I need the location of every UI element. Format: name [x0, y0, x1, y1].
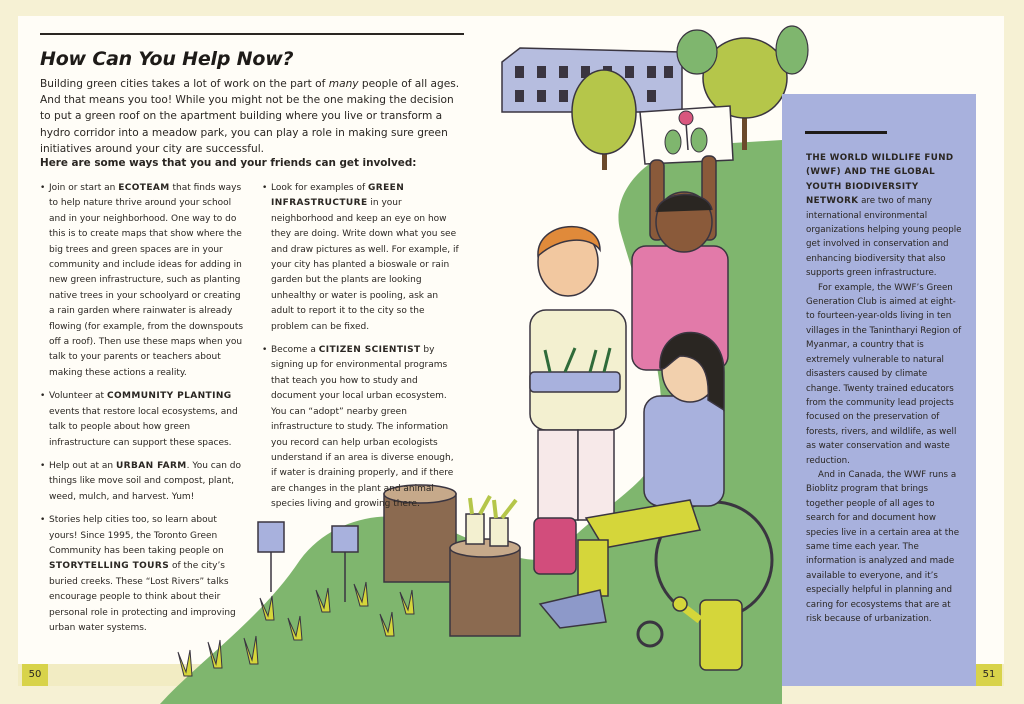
sidebar-heading: THE WORLD WILDLIFE FUND (WWF) AND THE GLOBAL YOUTH BIODIVERSITY NETWORK [806, 153, 954, 207]
tip-text: Look for examples of [271, 183, 369, 193]
tip-text: . You can do things like move soil and compost, plant, weed, mulch, and harvest. Yum! [49, 460, 242, 502]
sidebar-rule [805, 131, 887, 134]
page-number-left: 50 [22, 664, 48, 686]
ways-subheading: Here are some ways that you and your friends can get involved: [40, 157, 417, 169]
sidebar-p1-text: are two of many international environmental organizations helping young people get involved in conservation and enhancing biodiversity that also supports green infrastructure. [806, 196, 962, 279]
tip-text: of the city’s buried creeks. These “Lost Rivers” talks encourage people to think about their personal role in protecting and improving urban water systems. [49, 561, 236, 633]
tip-text: Volunteer at [49, 391, 107, 402]
tip-keyword: CITIZEN SCIENTIST [318, 345, 421, 356]
tip-item [262, 181, 462, 335]
tip-text: events that restore local ecosystems, and talk to people about how green infrastructure can support these spaces. [49, 406, 238, 448]
sidebar-paragraph-2: For example, the WWF’s Green Generation Club is aimed at eight- to fourteen-year-olds living in ten villages in the Tanintharyi Region of Myanmar, a country that is extremely vulnerable to natural disasters caused by climate change. Twenty trained educators from the community lead projects focused on the preservation of forests, rivers, and wildlife, as well as water conservation and waste reduction. [806, 282, 962, 466]
title-rule [40, 33, 464, 35]
tip-text: Help out at an [49, 460, 116, 471]
intro-text-a: Building green cities takes a lot of work on the part of [40, 78, 329, 90]
intro-emphasis: many [328, 78, 359, 90]
page-number-right: 51 [976, 664, 1002, 686]
tip-item [40, 389, 245, 451]
flower-drawing [640, 106, 733, 164]
sidebar-text [806, 151, 964, 626]
tip-item [262, 343, 462, 512]
intro-text-b: people of all ages. And that means you too! While you might not be the one making the decision to put a green roof on the apartment building where you live or transform a hydro corridor into a meadow park, you can play a role in making sure green initiatives around your city are successful. [40, 78, 460, 155]
tip-item [40, 459, 245, 505]
sidebar-paragraph-3: And in Canada, the WWF runs a Bioblitz program that brings together people of all ages to search for and document how species live in a certain area at the same time each year. The information is analyzed and made available to everyone, and it’s especially helpful in planning and caring for ecosystems that are at risk because of urbanization. [806, 469, 960, 624]
tip-text: Become a [271, 345, 319, 356]
tip-text: by signing up for environmental programs that teach you how to study and document your local urban ecosystem. You can “adopt” nearby green infrastructure to study. The information you record can help urban ecologists understand if an area is diverse enough, if water is draining properly, and if there are changes in the plant and animal species living and growing there. [271, 345, 454, 510]
tip-item [40, 181, 245, 381]
sidebar-paragraph-1 [806, 151, 964, 281]
tip-keyword: GREEN INFRASTRUCTURE [271, 183, 405, 209]
tips-column-right [262, 181, 462, 521]
tip-keyword: ECOTEAM [118, 183, 170, 193]
tip-keyword: STORYTELLING TOURS [49, 561, 170, 572]
tip-keyword: COMMUNITY PLANTING [106, 391, 232, 402]
tip-text: that finds ways to help nature thrive around your school and in your neighborhood. One way to do this is to create maps that show where the big trees and green spaces are in your community and include ideas for adding in new green infrastructure, such as planting native trees in your schoolyard or creating a rain garden where rainwater is already flowing (for example, from the downspouts off a roof). Then use these maps when you talk to your parents or teachers about making these actions a reality. [49, 183, 244, 378]
page-title: How Can You Help Now? [40, 48, 294, 70]
tip-text: Join or start an [49, 183, 119, 193]
tip-text: Stories help cities too, so learn about yours! Since 1995, the Toronto Green Community has been taking people on [49, 515, 224, 556]
tip-keyword: URBAN FARM [115, 460, 187, 471]
tip-text: in your neighborhood and keep an eye on how they are doing. Write down what you see and draw pictures as well. For example, if your city has planted a bioswale or rain garden but the plants are looking unhealthy or water is pooling, ask an adult to report it to the city so the problem can be fixed. [271, 198, 459, 332]
intro-paragraph [40, 76, 460, 157]
tips-column-left [40, 181, 245, 644]
tip-item [40, 513, 245, 636]
